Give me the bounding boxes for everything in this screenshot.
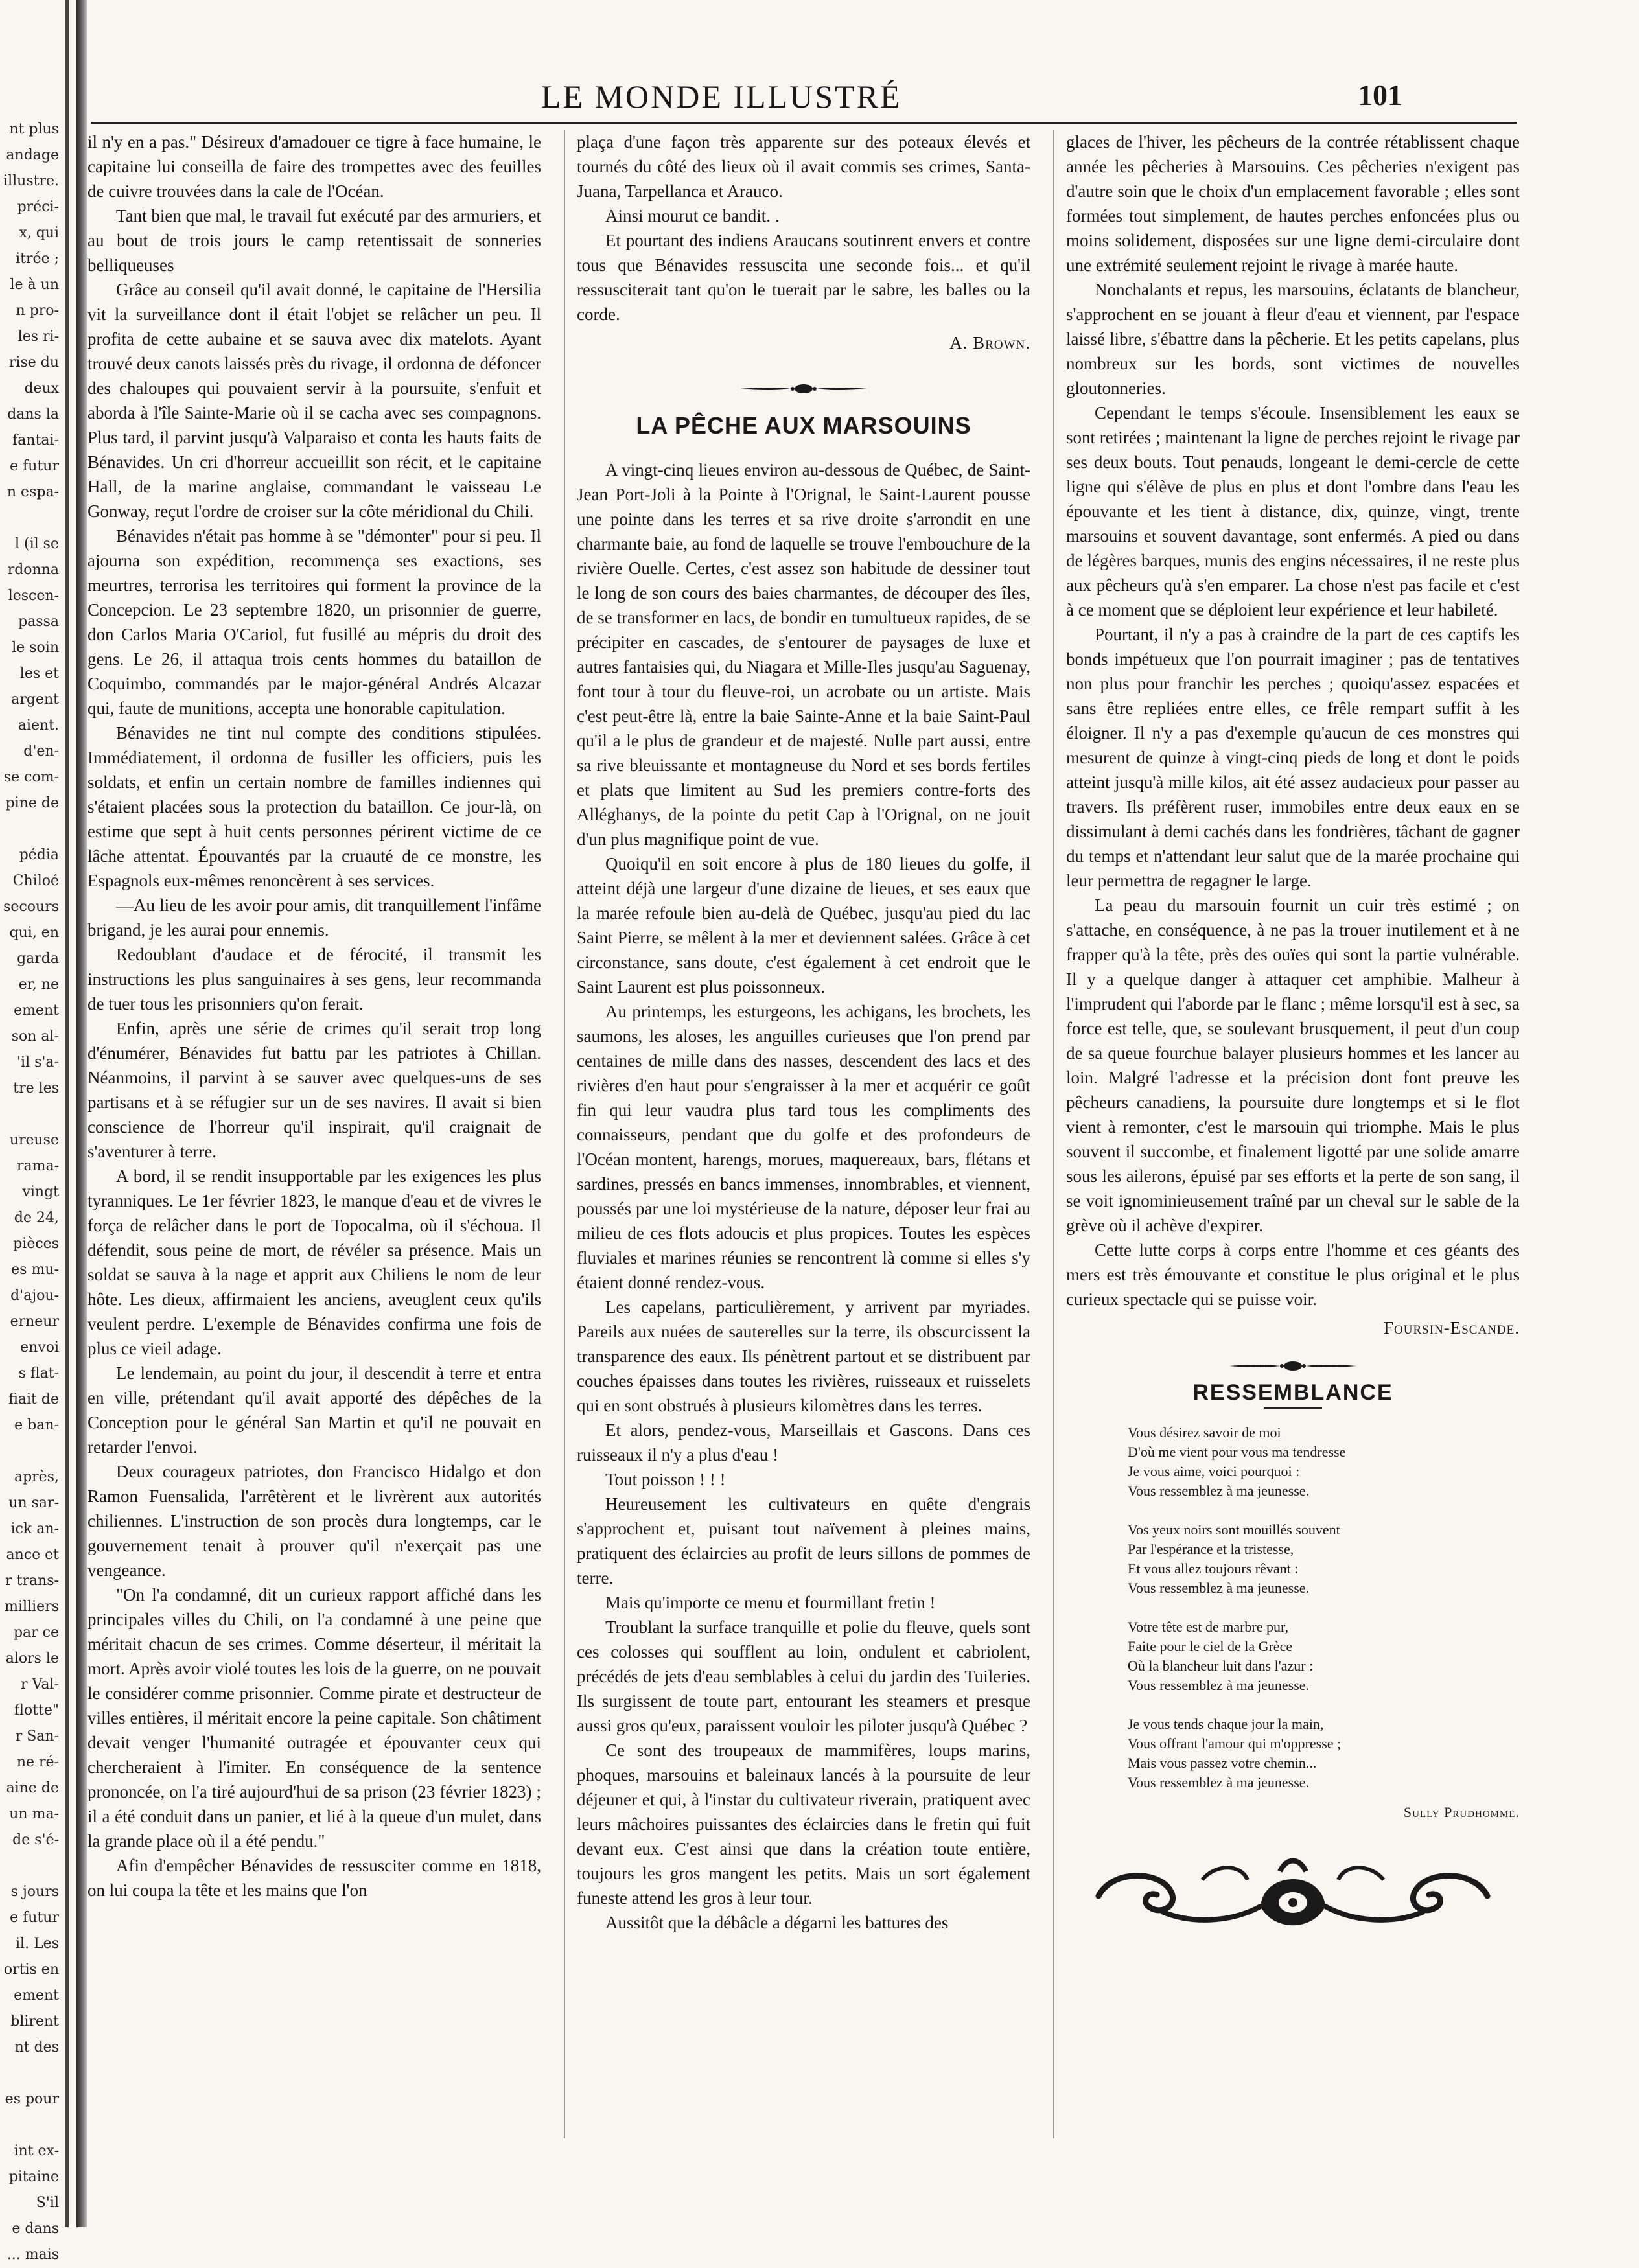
fragment-line: x, qui [19,225,59,241]
fragment-line: les ri- [17,329,59,345]
tailpiece-ornament-icon [1086,1844,1500,1941]
paragraph: A bord, il se rendit insupportable par les exigences les plus tyranniques. Le 1er février 1823, le manque d'eau et de vivres le força de relâcher dans le port de Topocalma, où il s'échoua. Il défendit, sous peine de mort, de révéler sa présence. Mais un soldat se sauva à la nage et apprit aux Chiliens le nom de leur hôte. Les dieux, affirmaient les anciens, aveuglent ceux qu'ils veulent perdre. L'exemple de Bénavides confirma une fois de plus ce vieil adage. [87,1166,541,1358]
fragment-line: nt plus [9,121,59,137]
poem-line: Je vous aime, voici pourquoi : [1128,1463,1300,1479]
poem-line: Faite pour le ciel de la Grèce [1128,1638,1293,1654]
paragraph: Ce sont des troupeaux de mammifères, loups marins, phoques, marsouins et baleinaux lancés à la poursuite de leur déjeuner et qui, à l'instar du cultivateur riverain, pratiquent avec leurs mâchoires puissantes des éclaircies dans le fretin qui fuit devant eux. C'est ainsi que dans la création toute entière, toujours les gros mangent les petits. Mais un sort également funeste attend les gros à leur tour. [577,1741,1030,1908]
poem-line: Vous désirez savoir de moi [1128,1424,1281,1441]
author-signature: Foursin-Escande. [1384,1318,1520,1337]
fragment-line [0,2061,62,2087]
divider-ornament-icon [739,381,868,397]
fragment-line: ureuse [9,1132,59,1148]
fragment-line: milliers [5,1599,59,1615]
fragment-line: pièces [13,1236,59,1252]
fragment-line: pine de [5,795,59,811]
fragment-line [0,816,62,842]
page-number: 101 [1358,78,1402,111]
paragraph: Heureusement les cultivateurs en quête d'engrais s'approchent et, puisant tout naïvement à pleines mains, pratiquent des éclaircies au profit de leurs sillons de pommes de terre. [577,1494,1030,1588]
fragment-line: pédia [19,847,59,863]
paragraph: Tant bien que mal, le travail fut exécuté par des armuriers, et au bout de trois jours le camp retentissait de sonneries belliqueuses [87,206,541,275]
fragment-line: se com- [3,769,59,785]
fragment-line: 'il s'a- [16,1054,59,1070]
fragment-line: les et [19,665,59,682]
paragraph: Cependant le temps s'écoule. Insensiblement les eaux se sont retirées ; maintenant la ligne de perches rejoint le rivage par ses deux bouts. Tout penauds, longeant le demi-cercle de cette ligne qui s'élève de plus en plus et dont l'ombre dans l'eau les épouvante et les tient à distance, dix, quinze, vingt, trente marsouins et souvent davantage, sont enfermés. A pied ou dans de légères barques, munis des engins nécessaires, il ne reste plus aux pêcheurs qu'à s'en emparer. La chose n'est pas facile et c'est à ce moment que se déploient leur expérience et leur habileté. [1066,403,1520,619]
paragraph: A vingt-cinq lieues environ au-dessous de Québec, de Saint-Jean Port-Joli à la Pointe à l'Orignal, le Saint-Laurent pousse une pointe dans les terres et sa rive droite s'arrondit en une charmante baie, au fond de laquelle se trouve l'embouchure de la rivière Ouelle. Certes, c'est assez son habitude de dessiner tout le long de son cours des baies charmantes, de découper des îles, de se transformer en lacs, de bondir en tumultueux rapides, de se précipiter en cascades, de s'entourer de paysages de luxe et autres fantaisies qui, du Niagara et Mille-Iles jusqu'au Saguenay, font tour à tour du fleuve-roi, un acrobate ou un artiste. Mais c'est peut-être là, entre la baie Sainte-Anne et la baie Saint-Paul qu'il a le plus de grandeur et de majesté. Nulle part aussi, entre sa rive bleuissante et montagneuse du Nord et ses bords fertiles et plats que limitent au Sud les premiers contre-forts des Alléghanys, de la pointe du petit Cap à l'Orignal, on ne jouit d'un plus magnifique point de vue. [577,460,1030,849]
paragraph: —Au lieu de les avoir pour amis, dit tranquillement l'infâme brigand, je les aurai pour ennemis. [87,896,541,940]
paragraph: Troublant la surface tranquille et polie du fleuve, quels sont ces colosses qui soufflent au loin, ondulent et cabriolent, précédés de jets d'eau semblables à celui du jardin des Tuileries. Ils surgissent de toute part, entourant les steamers et presque aussi gros qu'eux, paraissent vouloir les piloter jusqu'à Québec ? [577,1617,1030,1735]
fragment-line: es pour [5,2091,59,2107]
fragment-line: d'ajou- [10,1288,59,1304]
binding-edge [65,0,69,2227]
fragment-line: aient. [17,717,59,734]
fragment-line: ance et [6,1547,59,1563]
fragment-line [0,1439,62,1464]
fragment-line: r San- [15,1728,59,1744]
column-rule [564,130,565,2138]
masthead-title: LE MONDE ILLUSTRÉ [541,78,902,115]
poem-stanza [1128,1520,1520,1598]
fragment-line: un ma- [9,1806,59,1822]
fragment-line: blirent [10,2013,59,2030]
paragraph: La peau du marsouin fournit un cuir très estimé ; on s'attache, en conséquence, à ne pas la trouer inutilement et à ne frapper qu'à la tête, près des ouïes qui sont la partie vulnérable. Il y a quelque danger à attaquer cet amphibie. Malheur à l'imprudent qui l'aborde par le flanc ; même lorsqu'il est à sec, sa force est telle, que, se soulevant brusquement, il peut d'un coup de sa queue fourchue balayer plusieurs hommes et les lancer au loin. Malgré l'adresse et la précision dont font preuve les pêcheurs canadiens, la poursuite dure longtemps et si le flot vient à remonter, c'est le marsouin qui triomphe. Mais le plus souvent il succombe, et finalement ligotté par une solide amarre sous les ailerons, épuisé par ses efforts et la perte de son sang, il se voit ignominieusement traîné par un cheval sur le sable de la grève où il achève d'expirer. [1066,896,1520,1235]
fragment-line: passa [18,614,59,630]
fragment-line: dans la [7,406,59,422]
paragraph: Deux courageux patriotes, don Francisco Hidalgo et don Ramon Fuensalida, l'arrêtèrent et le livrèrent aux autorités chiliennes. L'instruction de son procès dura longtemps, car le gouvernement tenait à prouver qu'il n'exerçait pas une vengeance. [87,1462,541,1580]
paragraph: Cette lutte corps à corps entre l'homme et ces géants des mers est très émouvante et constitue le plus original et le plus curieux spectacle qui se puisse voir. [1066,1240,1520,1309]
fragment-line: argent [11,691,59,708]
fragment-line: r trans- [5,1573,59,1589]
fragment-line: tre les [13,1080,59,1096]
fragment-line: erneur [10,1313,59,1330]
fragment-line: ement [14,1987,59,2004]
fragment-line: préci- [17,199,59,215]
fragment-line: par ce [13,1625,59,1641]
poem-line: Vos yeux noirs sont mouillés souvent [1128,1522,1340,1538]
paragraph: glaces de l'hiver, les pêcheurs de la contrée rétablissent chaque année les pêcheries à Marsouins. Ces pêcheries n'exigent pas d'autre soin que le choix d'un emplacement favorable ; elles sont formées tout simplement, de hautes perches enfoncées plus ou moins solidement, disposées sur une ligne demi-circulaire dont une extrémité seulement rejoint le rivage à marée haute. [1066,132,1520,275]
column-2 [577,130,1030,1935]
fragment-line: rama- [16,1158,59,1174]
page-spine-shadow [76,0,87,2227]
poem-stanza [1128,1423,1520,1501]
paragraph: Aussitôt que la débâcle a dégarni les battures des [605,1913,949,1932]
fragment-line: nt des [14,2039,59,2055]
fragment-line: ne ré- [16,1754,59,1770]
fragment-line: r Val- [21,1676,59,1693]
fragment-line: qui, en [9,925,59,941]
fragment-line: secours [3,899,59,915]
header-rule [91,122,1517,124]
article-title: LA PÊCHE AUX MARSOUINS [636,412,971,439]
paragraph: Enfin, après une série de crimes qu'il serait trop long d'énumérer, Bénavides fut battu par les patriotes à Chillan. Néanmoins, il parvint à se sauver avec quelques-uns de ses partisans et à se réfugier sur un de ses navires. Il avait si bien conscience de l'horreur qu'il inspirait, qu'il craignait de s'aventurer à terre. [87,1019,541,1161]
fragment-line: l (il se [15,536,59,552]
fragment-line: s jours [10,1884,59,1900]
poem-line: Vous ressemblez à ma jeunesse. [1128,1677,1310,1693]
fragment-line: e dans [12,2221,59,2237]
poem-stanza [1128,1715,1520,1792]
paragraph: Pourtant, il n'y a pas à craindre de la part de ces captifs les bonds impétueux que l'on pourrait imaginer ; pas de tentatives non plus pour franchir les perches ; quoiqu'assez espacées et sans être repliées entre elles, ce frêle rempart suffit à les éloigner. Il n'y a pas d'exemple qu'aucun de ces monstres qui mesurent de quinze à vingt-cinq pieds de long et dont le poids atteint jusqu'à mille kilos, ait été assez audacieux pour passer au travers. Ils préfèrent ruser, immobiles entre deux eaux en se dissimulant à demi cachés dans les fondrières, tâchant de gagner du temps et n'attendant leur salut que de la marée prochaine qui leur permettra de regagner le large. [1066,625,1520,890]
paragraph: Nonchalants et repus, les marsouins, éclatants de blancheur, s'approchent en se jouant à fleur d'eau et viennent, par l'espace laissé libre, s'ébattre dans la pêcherie. Et les petits capelans, plus nombreux sur les bords, sont victimes de nouvelles gloutonneries. [1066,280,1520,398]
poem-line: Vous ressemblez à ma jeunesse. [1128,1483,1310,1499]
paragraph: plaça d'une façon très apparente sur des poteaux élevés et tournés du côté des lieux où il avait commis ses crimes, Santa-Juana, Tarpellanca et Arauco. [577,132,1030,201]
fragment-line: ... mais [6,2247,59,2263]
column-3 [1066,130,1520,1941]
poem [1128,1423,1520,1792]
fragment-line: fiait de [8,1391,59,1407]
fragment-line: après, [14,1469,59,1485]
fragment-line: ement [14,1002,59,1019]
fragment-line: Chiloé [12,873,59,889]
paragraph: Bénavides ne tint nul compte des conditions stipulées. Immédiatement, il ordonna de fusiller les officiers, puis les soldats, et enfin un certain nombre de familles indiennes qui s'étaient placées sous la protection du bataillon. Ce jour-là, on estime que sept à huit cents personnes périrent victime de ce lâche attentat. Épouvantés par la cruauté de ce monstre, les Espagnols eux-mêmes renoncèrent à ses services. [87,723,541,890]
fragment-line: un sar- [8,1495,59,1511]
poem-line: Votre tête est de marbre pur, [1128,1619,1288,1635]
paragraph: Grâce au conseil qu'il avait donné, le capitaine de l'Hersilia vit la surveillance dont il était l'objet se relâcher un peu. Il profita de cette aubaine et se sauva avec dix matelots. Ayant trouvé deux canots laissés près du rivage, il ordonna de défoncer des chaloupes qui pouvaient servir à la poursuite, s'enfuit et aborda à l'île Sainte-Marie où il se cacha avec ses compagnons. Plus tard, il parvint jusqu'à Valparaiso et conta les hauts faits de Bénavides. Un cri d'horreur accueillit son récit, et le capitaine Hall, de la marine anglaise, commandant le vaisseau Le Gonway, reçut l'ordre de croiser sur la côte méridional du Chili. [87,280,541,521]
paragraph: Et alors, pendez-vous, Marseillais et Gascons. Dans ces ruisseaux il n'y a plus d'eau ! [577,1420,1030,1464]
poem-line: Vous offrant l'amour qui m'oppresse ; [1128,1735,1342,1752]
fragment-line: S'il [36,2195,59,2211]
paragraph: Redoublant d'audace et de férocité, il transmit les instructions les plus sanguinaires à ses gens, leur recommanda de tuer tous les prisonniers qu'on ferait. [87,945,541,1013]
fragment-line: pitaine [8,2169,59,2185]
fragment-line: aine de [6,1780,59,1796]
fragment-line: n pro- [16,303,59,319]
running-head [0,78,1639,123]
fragment-line: n espa- [6,484,59,500]
fragment-line: andage [6,147,59,163]
poem-title: RESSEMBLANCE [1192,1380,1393,1405]
fragment-line [0,1853,62,1879]
paragraph: Bénavides n'était pas homme à se "démonter" pour si peu. Il ajourna son expédition, recommença ses exactions, ses meurtres, terrorisa les territoires qui forment la province de la Concepcion. Le 23 septembre 1820, un prisonnier de guerre, don Carlos Maria O'Cariol, fut fusillé au mépris du droit des gens. Le 26, il attaqua trois cents hommes du bataillon de Coquimbo, commandés par le major-général Andrés Alcazar qui, faute de munitions, accepta une honorable capitulation. [87,526,541,718]
paragraph: Ainsi mourut ce bandit. . [605,206,780,226]
poem-line: Vous ressemblez à ma jeunesse. [1128,1580,1310,1596]
poem-line: Mais vous passez votre chemin... [1128,1755,1317,1771]
poem-line: D'où me vient pour vous ma tendresse [1128,1444,1346,1460]
fragment-line: s flat- [18,1365,59,1382]
author-signature: A. Brown. [949,333,1030,353]
poem-stanza [1128,1617,1520,1695]
fragment-line: lescen- [8,588,59,604]
fragment-line: deux [24,380,59,397]
paragraph: Les capelans, particulièrement, y arrivent par myriades. Pareils aux nuées de sauterelles sur la terre, ils obscurcissent la transparence des eaux. Ils pénètrent partout et se distribuent par couches épaisses dans toutes les rivières, ruisseaux et ruisselets qui en sont obstrués à plusieurs kilomètres dans les terres. [577,1297,1030,1415]
fragment-line [0,505,62,531]
fragment-line: envoi [20,1339,59,1356]
fragment-line [0,2112,62,2138]
paragraph: Afin d'empêcher Bénavides de ressusciter comme en 1818, on lui coupa la tête et les mains que l'on [87,1856,541,1900]
fragment-line: fantai- [12,432,59,448]
paragraph: Le lendemain, au point du jour, il descendit à terre et entra en ville, prétendant qu'il avait apporté des dépêches de la Conception pour le général San Martin et qu'il ne pouvait en retarder l'envoi. [87,1363,541,1457]
paragraph: "On l'a condamné, dit un curieux rapport affiché dans les principales villes du Chili, on l'a condamné à une peine que méritait chacun de ses crimes. Comme déserteur, il méritait la mort. Après avoir violé toutes les lois de la guerre, on ne pouvait le considérer comme prisonnier. Comme pirate et destructeur de villes entières, il méritait encore la peine capitale. Son châtiment devait venger l'humanité outragée et épouvanter ceux qui chercheraient à l'imiter. En conséquence de la sentence prononcée, on l'a tiré aujourd'hui de sa prison (23 février 1823) ; il a été conduit dans un panier, et lié à la queue d'un mulet, dans la grande place où il a été pendu." [87,1585,541,1851]
fragment-line: itrée ; [16,251,59,267]
fragment-line: e futur [10,458,59,474]
fragment-line: il. Les [16,1936,59,1952]
fragment-line: vingt [22,1184,59,1200]
poem-line: Où la blancheur luit dans l'azur : [1128,1658,1314,1674]
paragraph: Tout poisson ! ! ! [605,1470,726,1489]
facing-page-fragment [0,117,62,2263]
poem-line: Par l'espérance et la tristesse, [1128,1541,1294,1557]
fragment-line: ick an- [10,1521,59,1537]
fragment-line: le à un [10,277,59,293]
fragment-line: er, ne [18,977,59,993]
fragment-line: e futur [10,1910,59,1926]
paragraph: Quoiqu'il en soit encore à plus de 180 lieues du golfe, il atteint déjà une largeur d'une dizaine de lieues, et ses eaux que la marée refoule bien au-delà de Québec, jusqu'au pied du lac Saint Pierre, se mêlent à la mer et deviennent salées. Grâce à cet circonstance, sans doute, c'est également à cet endroit que le Saint Laurent est plus poissonneux. [577,854,1030,997]
fragment-line: de 24, [14,1210,59,1226]
fragment-line: int ex- [14,2143,59,2159]
fragment-line: ortis en [3,1961,59,1978]
fragment-line [0,1102,62,1128]
fragment-line: e ban- [14,1417,59,1433]
fragment-line: garda [17,951,59,967]
paragraph: il n'y en a pas." Désireux d'amadouer ce tigre à face humaine, le capitaine lui conseilla de faire des trompettes avec des feuilles de cuivre trouvées dans la cale de l'Océan. [87,132,541,201]
fragment-line: alors le [5,1650,59,1667]
fragment-line: de s'é- [12,1832,59,1848]
fragment-line: rdonna [7,562,59,578]
fragment-line: flotte" [14,1702,59,1718]
fragment-line: le soin [12,640,59,656]
fragment-line: son al- [11,1028,59,1045]
column-rule [1053,130,1054,2138]
poem-line: Et vous allez toujours rêvant : [1128,1560,1299,1577]
column-1 [87,130,541,1903]
divider-ornament-icon [1228,1358,1358,1374]
fragment-line: illustre. [3,173,59,189]
paragraph: Mais qu'importe ce menu et fourmillant fretin ! [605,1593,936,1612]
poem-line: Je vous tends chaque jour la main, [1128,1716,1324,1732]
poem-line: Vous ressemblez à ma jeunesse. [1128,1774,1310,1790]
paragraph: Et pourtant des indiens Araucans soutinrent envers et contre tous que Bénavides ressuscita une seconde fois... et qu'il ressusciterait tant qu'on le tuerait par le sabre, les balles ou la corde. [577,231,1030,324]
title-underline [1264,1407,1322,1409]
paragraph: Au printemps, les esturgeons, les achigans, les brochets, les saumons, les aloses, les anguilles curieuses que l'on prend par centaines de mille dans des nasses, descendent des lacs et des rivières d'en haut pour s'engraisser à la mer et acquérir ce goût fin qui leur vaudra plus tard tous les compliments des connaisseurs, pendant que du golfe et des profondeurs de l'Océan montent, harengs, morues, maquereaux, bars, flétans et sardines, pressés en bancs immenses, innombrables, et viennent, poussés par une loi mystérieuse de la nature, déposer leur frai au milieu de ces flots adoucis et plus propices. Toutes les espèces fluviales et marines réunies se rencontrent là comme si elles s'y étaient donné rendez-vous. [577,1002,1030,1292]
poem-author: Sully Prudhomme. [1403,1804,1520,1820]
fragment-line: es mu- [11,1262,59,1278]
fragment-line: rise du [8,354,59,371]
fragment-line: d'en- [23,743,59,759]
